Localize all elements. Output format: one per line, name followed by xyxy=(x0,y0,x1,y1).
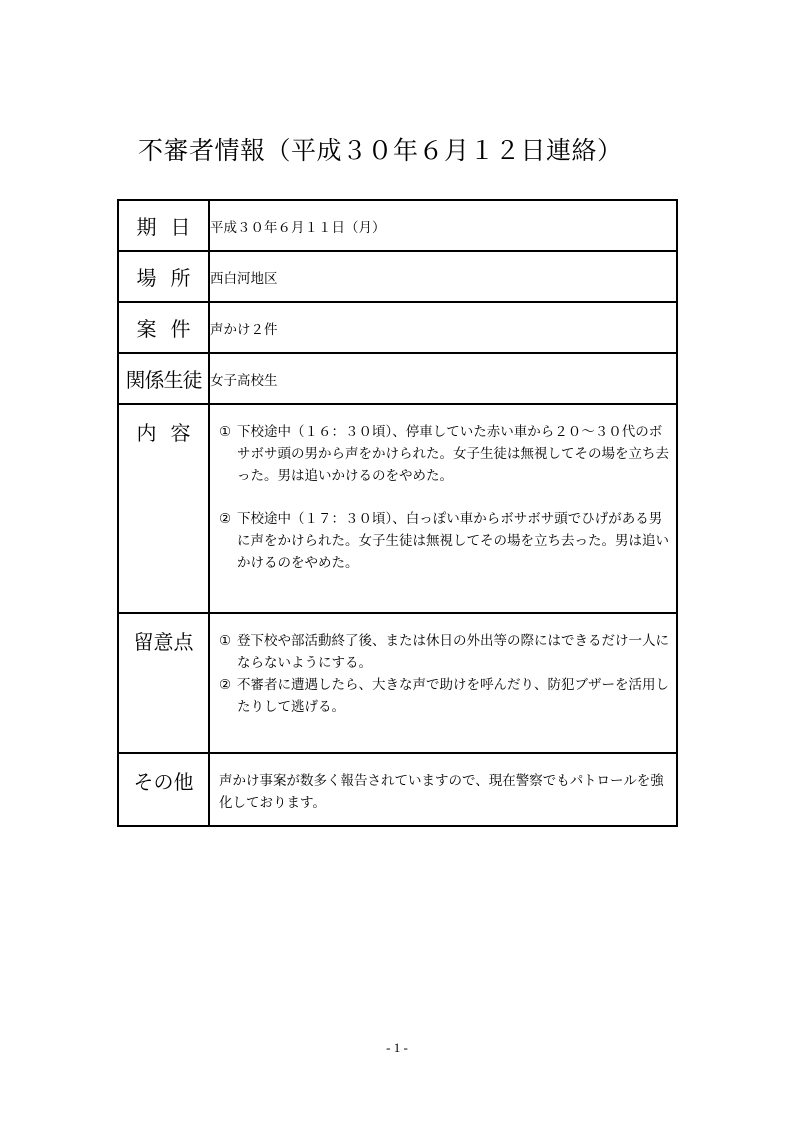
item-number: ① xyxy=(219,633,232,649)
row-content xyxy=(118,404,677,613)
content-item-1 xyxy=(210,421,676,487)
item-text: 不審者に遭遇したら、大きな声で助けを呼んだり、防犯ブザーを活用したりして逃げる。 xyxy=(237,677,669,715)
item-text: 下校途中（１６：３０頃）、停車していた赤い車から２０～３０代のボサボサ頭の男から声をかけられた。女子生徒は無視してその場を立ち去った。男は追いかけるのをやめた。 xyxy=(237,424,669,484)
label-student: 関係生徒 xyxy=(118,353,209,404)
label-other: その他 xyxy=(118,753,209,826)
item-text: 登下校や部活動終了後、または休日の外出等の際にはできるだけ一人にならないようにする。 xyxy=(237,633,669,671)
notes-item-2 xyxy=(210,674,676,718)
other-text: 声かけ事案が数多く報告されていますので、現在警察でもパトロールを強化しております。 xyxy=(219,773,664,811)
notes-item-1 xyxy=(210,630,676,674)
row-case xyxy=(118,302,677,353)
value-content xyxy=(209,404,677,613)
row-place xyxy=(118,251,677,302)
page-number: - 1 - xyxy=(386,1040,408,1055)
label-place: 場所 xyxy=(118,251,209,302)
item-number: ② xyxy=(219,511,232,527)
content-item-2 xyxy=(210,508,676,574)
item-text: 下校途中（１７：３０頃）、白っぽい車からボサボサ頭でひげがある男に声をかけられた。女子生徒は無視してその場を立ち去った。男は追いかけるのをやめた。 xyxy=(237,511,669,571)
row-date xyxy=(118,200,677,251)
value-date: 平成３０年６月１１日（月） xyxy=(209,200,677,251)
label-content: 内容 xyxy=(118,404,209,613)
item-number: ② xyxy=(219,677,232,693)
row-student xyxy=(118,353,677,404)
value-place: 西白河地区 xyxy=(209,251,677,302)
value-notes xyxy=(209,613,677,753)
value-student: 女子高校生 xyxy=(209,353,677,404)
info-table xyxy=(117,199,678,827)
label-notes: 留意点 xyxy=(118,613,209,753)
row-other xyxy=(118,753,677,826)
value-other xyxy=(209,753,677,826)
item-number: ① xyxy=(219,424,232,440)
label-date: 期日 xyxy=(118,200,209,251)
row-notes xyxy=(118,613,677,753)
label-case: 案件 xyxy=(118,302,209,353)
page-title: 不審者情報（平成３０年６月１２日連絡） xyxy=(138,136,623,165)
value-case: 声かけ２件 xyxy=(209,302,677,353)
